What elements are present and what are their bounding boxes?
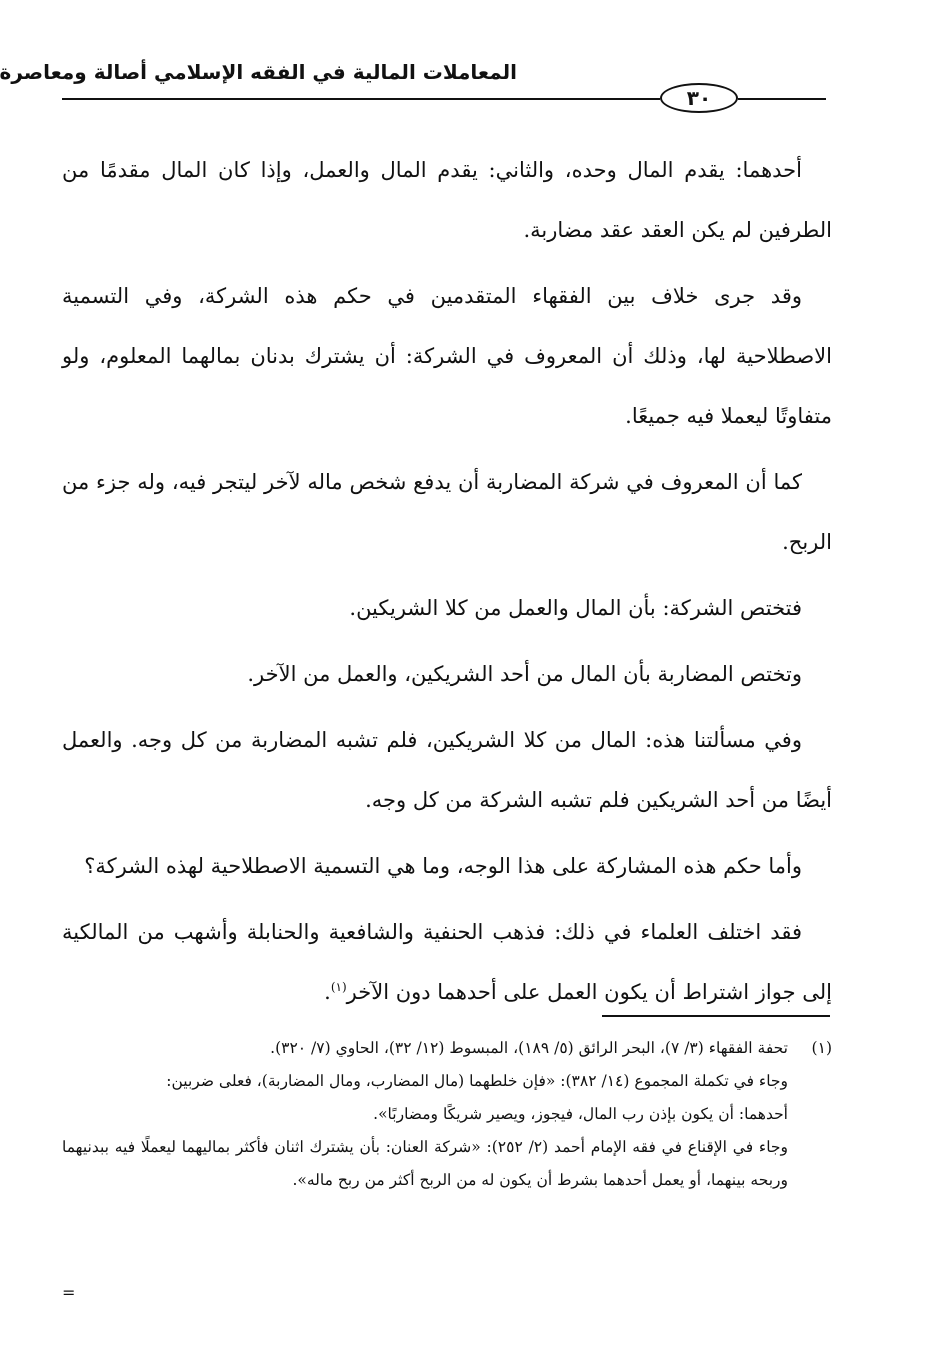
footnote-number: (١) (811, 1039, 832, 1057)
paragraph-last (62, 902, 832, 1022)
paragraph: وقد جرى خلاف بين الفقهاء المتقدمين في حكم هذه الشركة، وفي التسمية الاصطلاحية لها، وذلك أن المعروف في الشركة: أن يشترك بدنان بمالهما المعلوم، ولو متفاوتًا ليعملا فيه جميعًا. (62, 284, 832, 428)
paragraph-end: . (324, 980, 331, 1004)
paragraph: وأما حكم هذه المشاركة على هذا الوجه، وما هي التسمية الاصطلاحية لهذه الشركة؟ (84, 854, 802, 878)
paragraph: وفي مسألتنا هذه: المال من كلا الشريكين، فلم تشبه المضاربة من كل وجه. والعمل أيضًا من أحد الشريكين فلم تشبه الشركة من كل وجه. (62, 728, 832, 812)
paragraph-text: فقد اختلف العلماء في ذلك: فذهب الحنفية والشافعية والحنابلة وأشهب من المالكية إلى جواز اشتراط أن يكون العمل على أحدهما دون الآخر (62, 920, 832, 1004)
running-title: المعاملات المالية في الفقه الإسلامي أصالة ومعاصرة (0, 60, 517, 84)
footnote-line: أحدهما: أن يكون بإذن رب المال، فيجوز، ويصير شريكًا ومضاربًا». (373, 1105, 788, 1123)
paragraph: كما أن المعروف في شركة المضاربة أن يدفع شخص ماله لآخر ليتجر فيه، وله جزء من الربح. (62, 470, 832, 554)
paragraph: فتختص الشركة: بأن المال والعمل من كلا الشريكين. (349, 596, 802, 620)
continuation-mark: = (62, 1283, 76, 1302)
footnotes (62, 1032, 832, 1197)
main-text (62, 140, 832, 1028)
footnote-reference: (١) (330, 980, 347, 994)
header-rule-right (738, 98, 826, 100)
header-rule-left (62, 98, 660, 100)
paragraph: أحدهما: يقدم المال وحده، والثاني: يقدم المال والعمل، وإذا كان المال مقدمًا من الطرفين لم يكن العقد عقد مضاربة. (62, 158, 832, 242)
paragraph: وتختص المضاربة بأن المال من أحد الشريكين، والعمل من الآخر. (247, 662, 802, 686)
footnote-text: تحفة الفقهاء (٣/ ٧)، البحر الرائق (٥/ ١٨٩)، المبسوط (١٢/ ٣٢)، الحاوي (٧/ ٣٢٠). (270, 1039, 788, 1057)
footnote-line (62, 1032, 832, 1065)
page-number: ٣٠ (660, 83, 738, 113)
footnote-line: وجاء في الإقناع في فقه الإمام أحمد (٢/ ٢٥٢): «شركة العنان: بأن يشترك اثنان فأكثر بماليهما ليعملًا فيه ببدنيهما وربحه بينهما، أو يعمل أحدهما بشرط أن يكون له من الربح أكثر من ربح ماله». (62, 1138, 788, 1189)
footnote-separator (602, 1015, 830, 1017)
footnote-line: وجاء في تكملة المجموع (١٤/ ٣٨٢): «فإن خلطهما (مال المضارب، ومال المضاربة)، فعلى ضربين: (166, 1072, 788, 1090)
